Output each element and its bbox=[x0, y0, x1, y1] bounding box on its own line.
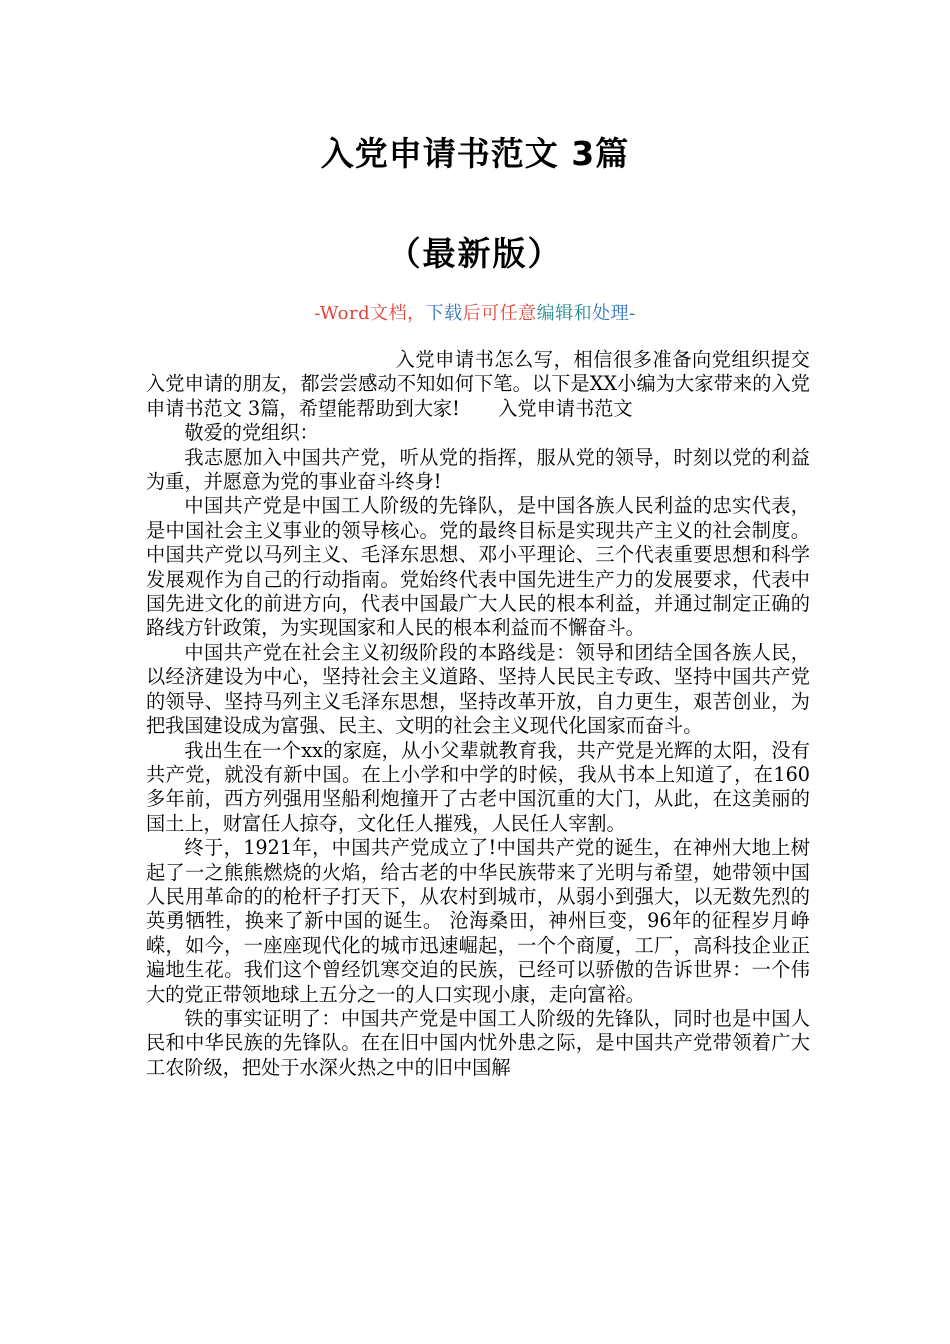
body-paragraph: 我出生在一个xx的家庭，从小父辈就教育我，共产党是光辉的太阳，没有共产党，就没有新中国。在上小学和中学的时候，我从书本上知道了，在160多年前，西方列强用坚船利炮撞开了古老中国沉重的大门，从此，在这美丽的国土上，财富任人掠夺，文化任人摧残，人民任人宰割。 bbox=[146, 738, 810, 835]
download-notice bbox=[0, 299, 950, 325]
notice-part-2: 下载 bbox=[425, 303, 463, 324]
body-paragraph: 铁的事实证明了：中国共产党是中国工人阶级的先锋队，同时也是中国人民和中华民族的先锋队。在在旧中国内忧外患之际，是中国共产党带领着广大工农阶级，把处于水深火热之中的旧中国解 bbox=[146, 1006, 810, 1079]
document-title: 入党申请书范文 3篇 bbox=[320, 134, 630, 173]
body-paragraph: 终于，1921年，中国共产党成立了!中国共产党的诞生，在神州大地上树起了一之熊熊燃烧的火焰，给古老的中华民族带来了光明与希望，她带领中国人民用革命的的枪杆子打天下，从农村到城市，从弱小到强大，以无数先烈的英勇牺牲，换来了新中国的诞生。 沧海桑田，神州巨变，96年的征程岁月峥嵘，如今，一座座现代化的城市迅速崛起，一个个商厦，工厂，高科技企业正遍地生花。我们这个曾经饥寒交迫的民族，已经可以骄傲的告诉世界：一个伟大的党正带领地球上五分之一的人口实现小康，走向富裕。 bbox=[146, 836, 810, 1006]
notice-part-5: 处理- bbox=[592, 303, 636, 324]
notice-part-3: 后可任意 bbox=[462, 303, 537, 324]
document-body bbox=[146, 348, 810, 1080]
document-subtitle: （最新版） bbox=[387, 234, 563, 273]
notice-part-4: 编辑和 bbox=[536, 303, 593, 324]
intro-paragraph: 入党申请书怎么写，相信很多准备向党组织提交入党申请的朋友，都尝尝感动不知如何下笔。以下是XX小编为大家带来的入党申请书范文 3篇，希望能帮助到大家! 入党申请书范文 bbox=[146, 348, 810, 420]
body-paragraph: 中国共产党是中国工人阶级的先锋队，是中国各族人民利益的忠实代表，是中国社会主义事业的领导核心。党的最终目标是实现共产主义的社会制度。中国共产党以马列主义、毛泽东思想、邓小平理论、三个代表重要思想和科学发展观作为自己的行动指南。党始终代表中国先进生产力的发展要求，代表中国先进文化的前进方向，代表中国最广大人民的根本利益，并通过制定正确的路线方针政策，为实现国家和人民的根本利益而不懈奋斗。 bbox=[146, 494, 810, 640]
salutation: 敬爱的党组织： bbox=[184, 421, 319, 445]
body-paragraph: 中国共产党在社会主义初级阶段的本路线是：领导和团结全国各族人民，以经济建设为中心，坚持社会主义道路、坚持人民民主专政、坚持中国共产党的领导、坚持马列主义毛泽东思想，坚持改革开放，自力更生，艰苦创业，为把我国建设成为富强、民主、文明的社会主义现代化国家而奋斗。 bbox=[146, 640, 810, 738]
notice-part-1: -Word文档， bbox=[314, 303, 426, 324]
body-paragraph: 我志愿加入中国共产党，听从党的指挥，服从党的领导，时刻以党的利益为重，并愿意为党的事业奋斗终身! bbox=[146, 445, 810, 494]
